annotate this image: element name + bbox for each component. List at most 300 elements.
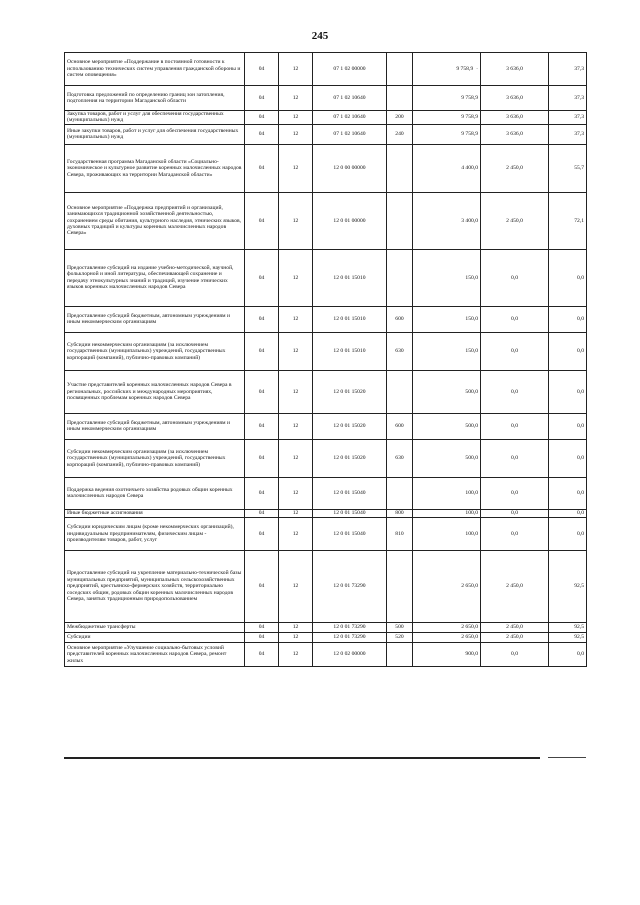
row-section-code-text: 04 [258,634,265,641]
row-expense-type-text: 600 [395,316,404,323]
row-percent-text: 37,3 [574,114,584,121]
row-target-article-text: 12 0 01 15020 [333,423,366,430]
table-row [65,249,587,306]
row-percent-text: 37,3 [574,94,584,101]
row-expense-type [387,53,413,86]
table-row [65,642,587,666]
row-actual-amount [481,642,549,666]
row-section-code-text: 04 [258,165,265,172]
row-section-code [245,370,279,413]
row-section-code-text: 04 [258,316,265,323]
row-planned-amount [413,632,481,642]
row-section-code-text: 04 [258,455,265,462]
table-row [65,192,587,249]
row-subsection-code-text: 12 [292,624,299,631]
row-section-code-text: 04 [258,94,265,101]
row-target-article [313,370,387,413]
row-name-text: Субсидии юридическим лицам (кроме некоммерческих организаций), индивидуальным предпринимателям, физическим лицам - производителям товаров, работ, услуг [67,524,234,544]
row-expense-type [387,124,413,144]
row-percent [549,413,587,439]
row-actual-amount [481,632,549,642]
row-name [65,413,245,439]
row-target-article-text: 12 0 01 15010 [333,316,366,323]
row-subsection-code [279,370,313,413]
row-expense-type-text: 500 [395,624,404,631]
row-percent [549,192,587,249]
row-name [65,249,245,306]
row-name [65,332,245,370]
row-expense-type [387,439,413,477]
table-row [65,632,587,642]
row-planned-amount-text: 9 758,9 [456,65,474,72]
row-target-article [313,124,387,144]
row-target-article [313,249,387,306]
row-expense-type-text: 200 [395,114,404,121]
table-row [65,413,587,439]
row-name [65,370,245,413]
row-section-code [245,477,279,509]
row-expense-type [387,249,413,306]
row-section-code-text: 04 [258,217,265,224]
row-planned-amount [413,332,481,370]
row-name [65,192,245,249]
row-name [65,439,245,477]
row-name [65,622,245,632]
row-target-article-text: 12 0 01 73290 [333,634,366,641]
row-expense-type [387,192,413,249]
row-planned-amount [413,111,481,125]
row-planned-amount-text: 9 758,9 [461,114,478,121]
row-section-code [245,439,279,477]
row-section-code [245,144,279,192]
row-section-code [245,86,279,111]
table-row [65,509,587,517]
row-section-code-text: 04 [258,624,265,631]
row-percent-text: 0,0 [577,651,584,658]
row-subsection-code-text: 12 [292,510,299,517]
table-row [65,111,587,125]
row-section-code [245,249,279,306]
row-planned-amount-text: 900,0 [465,651,478,658]
row-actual-amount [481,306,549,332]
row-target-article-text: 12 0 02 00000 [333,651,366,658]
row-expense-type [387,332,413,370]
row-target-article [313,642,387,666]
row-actual-amount-text: 3 636,0 [506,94,523,101]
row-planned-amount-text: 150,0 [465,274,478,281]
row-planned-amount-text: 100,0 [465,510,478,517]
row-actual-amount [481,517,549,550]
row-expense-type [387,86,413,111]
row-target-article-text: 07 1 02 10640 [333,114,366,121]
row-section-code [245,550,279,622]
row-expense-type [387,413,413,439]
row-target-article [313,477,387,509]
row-section-code [245,413,279,439]
row-percent [549,477,587,509]
row-subsection-code-text: 12 [292,455,299,462]
row-target-article-text: 12 0 01 15040 [333,490,366,497]
row-name-text: Субсидии некоммерческим организациям (за исключением государственных (муниципальных) учреждений, государственных корпораций (компаний), публично-правовых компаний) [67,448,226,468]
row-name-text: Основное мероприятие «Улучшение социально-бытовых условий представителей коренных малочисленных народов Севера, ремонт жилых [67,644,227,664]
row-expense-type-text: 600 [395,423,404,430]
row-target-article-text: 12 0 01 15040 [333,530,366,537]
row-percent-text: 0,0 [577,530,584,537]
row-actual-amount-text: 2 450,0 [506,583,523,590]
row-actual-amount [481,509,549,517]
row-target-article [313,509,387,517]
budget-table [64,52,587,667]
row-planned-amount [413,477,481,509]
row-actual-amount [481,439,549,477]
row-actual-amount-text: 0,0 [511,490,518,497]
row-planned-amount-text: 100,0 [465,490,478,497]
row-expense-type [387,370,413,413]
row-actual-amount [481,53,549,86]
row-name-text: Предоставление субсидий на издание учебно-методической, научной, фольклорной и иной литературы, обеспечивающей сохранение и передачу этнокультурных знаний и традиций, изучение этнических языков коренных малочисленных народов Севера [67,265,234,291]
row-subsection-code-text: 12 [292,651,299,658]
row-subsection-code-text: 12 [292,423,299,430]
row-planned-amount [413,517,481,550]
row-actual-amount-text: 0,0 [511,651,518,658]
row-name [65,517,245,550]
table-row [65,622,587,632]
row-subsection-code-text: 12 [292,530,299,537]
row-expense-type [387,622,413,632]
row-section-code-text: 04 [258,131,265,138]
row-percent [549,124,587,144]
row-planned-amount [413,124,481,144]
row-target-article-text: 12 0 01 15010 [333,274,366,281]
row-actual-amount [481,413,549,439]
row-subsection-code-text: 12 [292,388,299,395]
row-name [65,111,245,125]
row-name-text: Основное мероприятие «Поддержание в постоянной готовности к использованию технических систем управления гражданской обороны и систем оповещения» [67,59,241,79]
row-planned-amount-text: 2 650,0 [461,583,478,590]
row-target-article-text: 12 0 01 15020 [333,455,366,462]
row-section-code-text: 04 [258,530,265,537]
row-subsection-code [279,86,313,111]
row-subsection-code-text: 12 [292,634,299,641]
row-planned-amount-text: 500,0 [465,423,478,430]
table-row [65,517,587,550]
row-section-code-text: 04 [258,490,265,497]
row-section-code [245,53,279,86]
row-target-article [313,632,387,642]
row-actual-amount-text: 0,0 [511,423,518,430]
row-planned-amount-text: 3 400,0 [461,217,478,224]
row-target-article-text: 07 1 02 10640 [333,131,366,138]
row-percent [549,111,587,125]
row-percent-text: 92,5 [574,624,584,631]
row-subsection-code-text: 12 [292,217,299,224]
row-subsection-code-text: 12 [292,348,299,355]
row-name-text: Государственная программа Магаданской области «Социально-экономическое и культурное развитие коренных малочисленных народов Севера, проживающих на территории Магаданской области» [67,158,242,178]
row-percent-text: 0,0 [577,510,584,517]
table-row [65,477,587,509]
row-actual-amount [481,144,549,192]
row-planned-amount [413,550,481,622]
table-row [65,53,587,86]
row-expense-type [387,477,413,509]
row-section-code-text: 04 [258,114,265,121]
row-expense-type [387,550,413,622]
row-subsection-code [279,144,313,192]
row-section-code [245,509,279,517]
row-name [65,124,245,144]
row-name-text: Предоставление субсидий бюджетным, автономным учреждениям и иным некоммерческим организациям [67,419,230,433]
row-actual-amount-text: 3 636,0 [506,114,523,121]
row-planned-amount [413,413,481,439]
row-planned-amount-text: 500,0 [465,455,478,462]
row-actual-amount-text: 0,0 [511,316,518,323]
row-name [65,144,245,192]
row-name-text: Основное мероприятие «Поддержка предприятий и организаций, занимающихся традиционной хозяйственной деятельностью, сохранением среды обитания, культурного наследия, этнических языков, духовных традиций и культуры коренных малочисленных народов Севера» [67,204,242,237]
row-expense-type-text: 630 [395,348,404,355]
row-target-article [313,517,387,550]
row-planned-amount [413,622,481,632]
row-subsection-code-text: 12 [292,274,299,281]
scan-mark: · [476,65,478,72]
row-percent-text: 37,3 [574,65,584,72]
row-name [65,86,245,111]
row-target-article [313,550,387,622]
row-name [65,642,245,666]
row-name-text: Участие представителей коренных малочисленных народов Севера в региональных, российских и международных мероприятиях, посвященных проблемам коренных народов Севера [67,382,232,402]
row-subsection-code [279,111,313,125]
row-percent-text: 92,5 [574,583,584,590]
row-expense-type-text: 520 [395,634,404,641]
row-subsection-code-text: 12 [292,114,299,121]
row-planned-amount [413,509,481,517]
row-planned-amount-text: 2 650,0 [461,624,478,631]
row-planned-amount [413,439,481,477]
row-target-article [313,53,387,86]
row-planned-amount-text: 9 758,9 [461,94,478,101]
row-actual-amount [481,249,549,306]
row-percent [549,517,587,550]
row-percent [549,370,587,413]
row-expense-type [387,306,413,332]
row-target-article [313,439,387,477]
row-subsection-code [279,124,313,144]
row-target-article [313,622,387,632]
row-actual-amount [481,477,549,509]
row-subsection-code-text: 12 [292,94,299,101]
row-planned-amount-text: 500,0 [465,388,478,395]
row-planned-amount-text: 100,0 [465,530,478,537]
budget-table-body [65,53,587,667]
row-actual-amount-text: 0,0 [511,530,518,537]
row-section-code [245,306,279,332]
row-percent [549,332,587,370]
row-subsection-code [279,439,313,477]
row-name-text: Поддержка ведения охотничьего хозяйства родовых общин коренных малочисленных народов Севера [67,486,233,500]
page-bottom-rule [64,757,540,759]
row-actual-amount-text: 3 636,0 [506,65,523,72]
row-percent-text: 92,5 [574,634,584,641]
row-name-text: Субсидии некоммерческим организациям (за исключением государственных (муниципальных) учреждений, государственных корпораций (компаний), публично-правовых компаний) [67,341,226,361]
table-row [65,439,587,477]
row-target-article [313,86,387,111]
row-percent-text: 72,1 [574,217,584,224]
row-section-code-text: 04 [258,423,265,430]
row-subsection-code [279,192,313,249]
row-percent-text: 0,0 [577,455,584,462]
page-bottom-rule-short [548,757,586,758]
row-percent-text: 0,0 [577,490,584,497]
row-planned-amount-text: 4 400,0 [461,165,478,172]
row-planned-amount [413,370,481,413]
row-name-text: Субсидии [67,634,91,641]
row-actual-amount [481,192,549,249]
row-expense-type [387,642,413,666]
row-subsection-code [279,517,313,550]
row-subsection-code-text: 12 [292,316,299,323]
table-row [65,124,587,144]
row-actual-amount-text: 2 450,0 [506,634,523,641]
row-section-code-text: 04 [258,65,265,72]
row-section-code [245,517,279,550]
row-subsection-code [279,306,313,332]
row-section-code [245,111,279,125]
row-planned-amount [413,144,481,192]
table-row [65,306,587,332]
row-percent [549,306,587,332]
row-section-code [245,632,279,642]
row-target-article-text: 07 1 02 10640 [333,94,366,101]
row-actual-amount-text: 2 450,0 [506,217,523,224]
row-percent [549,53,587,86]
row-subsection-code [279,413,313,439]
table-row [65,332,587,370]
row-target-article-text: 12 0 01 15040 [333,510,366,517]
row-planned-amount [413,306,481,332]
row-subsection-code [279,477,313,509]
row-subsection-code [279,509,313,517]
row-target-article-text: 12 0 01 15010 [333,348,366,355]
row-percent [549,632,587,642]
row-target-article-text: 12 0 01 73290 [333,624,366,631]
row-target-article [313,144,387,192]
row-expense-type [387,144,413,192]
row-percent-text: 0,0 [577,274,584,281]
row-subsection-code-text: 12 [292,165,299,172]
row-name-text: Иные закупки товаров, работ и услуг для обеспечения государственных (муниципальных) нужд [67,127,239,141]
row-planned-amount [413,192,481,249]
row-percent-text: 55,7 [574,165,584,172]
row-expense-type [387,517,413,550]
row-actual-amount [481,370,549,413]
row-subsection-code [279,332,313,370]
row-percent-text: 0,0 [577,388,584,395]
row-target-article [313,306,387,332]
row-actual-amount [481,124,549,144]
row-percent-text: 0,0 [577,316,584,323]
row-target-article-text: 07 1 02 00000 [333,65,366,72]
row-planned-amount-text: 150,0 [465,316,478,323]
row-subsection-code [279,622,313,632]
row-actual-amount-text: 0,0 [511,274,518,281]
row-subsection-code-text: 12 [292,490,299,497]
row-actual-amount-text: 2 450,0 [506,165,523,172]
row-actual-amount [481,622,549,632]
table-row [65,86,587,111]
row-section-code [245,642,279,666]
row-name [65,632,245,642]
row-target-article [313,192,387,249]
row-name-text: Закупка товаров, работ и услуг для обеспечения государственных (муниципальных) нужд [67,111,224,124]
page-number: 245 [311,30,329,42]
row-percent-text: 0,0 [577,423,584,430]
row-actual-amount [481,550,549,622]
row-percent [549,249,587,306]
row-planned-amount [413,249,481,306]
row-actual-amount-text: 0,0 [511,455,518,462]
row-percent [549,509,587,517]
row-planned-amount [413,642,481,666]
row-name-text: Предоставление субсидий бюджетным, автономным учреждениям и иным некоммерческим организациям [67,312,230,326]
row-subsection-code [279,632,313,642]
row-actual-amount-text: 2 450,0 [506,624,523,631]
row-name-text: Предоставление субсидий на укрепление материально-технической базы муниципальных предприятий, муниципальных сельскохозяйственных предприятий, крестьянско-фермерских хозяйств, территориально соседских общин, родовых общин коренных малочисленных народов Севера, занятых традиционным природопользованием [67,570,242,602]
row-target-article [313,332,387,370]
row-actual-amount-text: 0,0 [511,348,518,355]
row-name-text: Иные бюджетные ассигнования [67,510,143,517]
row-target-article-text: 12 0 01 15020 [333,388,366,395]
row-target-article-text: 12 0 01 73290 [333,583,366,590]
row-target-article [313,413,387,439]
row-planned-amount [413,53,481,86]
row-subsection-code-text: 12 [292,583,299,590]
row-actual-amount [481,86,549,111]
row-planned-amount-text: 150,0 [465,348,478,355]
row-name [65,53,245,86]
row-subsection-code-text: 12 [292,131,299,138]
row-actual-amount-text: 0,0 [511,388,518,395]
row-actual-amount [481,332,549,370]
table-row [65,144,587,192]
row-percent-text: 37,3 [574,131,584,138]
table-row [65,550,587,622]
row-name [65,477,245,509]
row-section-code-text: 04 [258,651,265,658]
row-subsection-code-text: 12 [292,65,299,72]
row-actual-amount-text: 3 636,0 [506,131,523,138]
row-percent [549,642,587,666]
row-actual-amount [481,111,549,125]
row-subsection-code [279,550,313,622]
row-subsection-code [279,642,313,666]
row-planned-amount-text: 9 758,9 [461,131,478,138]
row-subsection-code [279,249,313,306]
row-section-code-text: 04 [258,274,265,281]
row-planned-amount [413,86,481,111]
row-expense-type [387,632,413,642]
row-percent [549,439,587,477]
row-planned-amount-text: 2 650,0 [461,634,478,641]
row-expense-type [387,111,413,125]
row-name-text: Подготовка предложений по определению границ зон затопления, подтопления на территории Магаданской области [67,91,225,104]
row-expense-type [387,509,413,517]
row-section-code-text: 04 [258,510,265,517]
row-section-code-text: 04 [258,348,265,355]
row-section-code [245,332,279,370]
row-name [65,509,245,517]
row-target-article [313,111,387,125]
row-actual-amount-text: 0,0 [511,510,518,517]
row-name [65,306,245,332]
